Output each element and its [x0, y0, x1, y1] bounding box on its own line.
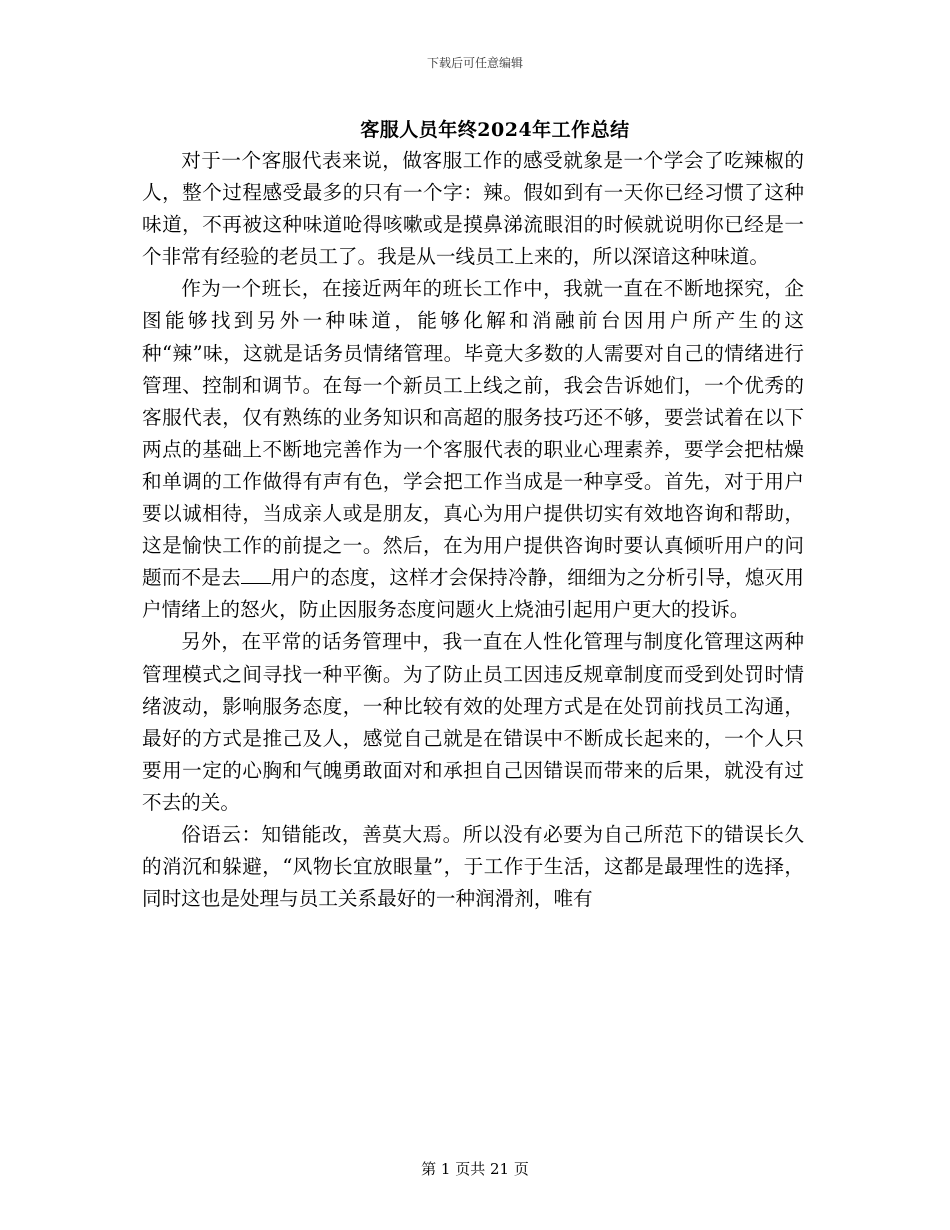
paragraph-2 [142, 273, 804, 626]
page-number-footer: 第 1 页共 21 页 [421, 1160, 529, 1178]
page-header-note: 下载后可任意编辑 [426, 56, 523, 70]
paragraph-2-continuation: 用户的态度，这样才会保持冷静，细细为之分析引导，熄灭用户情绪上的怒火，防止因服务态度问题火上烧油引起用户更大的投诉。 [142, 566, 804, 622]
document-body [142, 145, 804, 915]
document-title: 客服人员年终2024年工作总结 [360, 119, 630, 141]
paragraph-4: 俗语云：知错能改，善莫大焉。所以没有必要为自己所范下的错误长久的消沉和躲避，“风物长宜放眼量”，于工作于生活，这都是最理性的选择，同时这也是处理与员工关系最好的一种润滑剂，唯有 [142, 822, 804, 911]
fill-in-blank [241, 563, 271, 584]
paragraph-1: 对于一个客服代表来说，做客服工作的感受就象是一个学会了吃辣椒的人，整个过程感受最多的只有一个字：辣。假如到有一天你已经习惯了这种味道，不再被这种味道呛得咳嗽或是摸鼻涕流眼泪的时候就说明你已经是一个非常有经验的老员工了。我是从一线员工上来的，所以深谙这种味道。 [142, 149, 804, 269]
paragraph-3: 另外，在平常的话务管理中，我一直在人性化管理与制度化管理这两种管理模式之间寻找一种平衡。为了防止员工因违反规章制度而受到处罚时情绪波动，影响服务态度，一种比较有效的处理方式是在处罚前找员工沟通，最好的方式是推己及人，感觉自己就是在错误中不断成长起来的，一个人只要用一定的心胸和气魄勇敢面对和承担自己因错误而带来的后果，就没有过不去的关。 [142, 630, 804, 814]
paragraph-2-text: 作为一个班长，在接近两年的班长工作中，我就一直在不断地探究，企图能够找到另外一种味道，能够化解和消融前台因用户所产生的这种“辣”味，这就是话务员情绪管理。毕竟大多数的人需要对自己的情绪进行管理、控制和调节。在每一个新员工上线之前，我会告诉她们，一个优秀的客服代表，仅有熟练的业务知识和高超的服务技巧还不够，要尝试着在以下两点的基础上不断地完善作为一个客服代表的职业心理素养，要学会把枯燥和单调的工作做得有声有色，学会把工作当成是一种享受。首先，对于用户要以诚相待，当成亲人或是朋友，真心为用户提供切实有效地咨询和帮助，这是愉快工作的前提之一。然后，在为用户提供咨询时要认真倾听用户的问题而不是去 [142, 277, 804, 590]
